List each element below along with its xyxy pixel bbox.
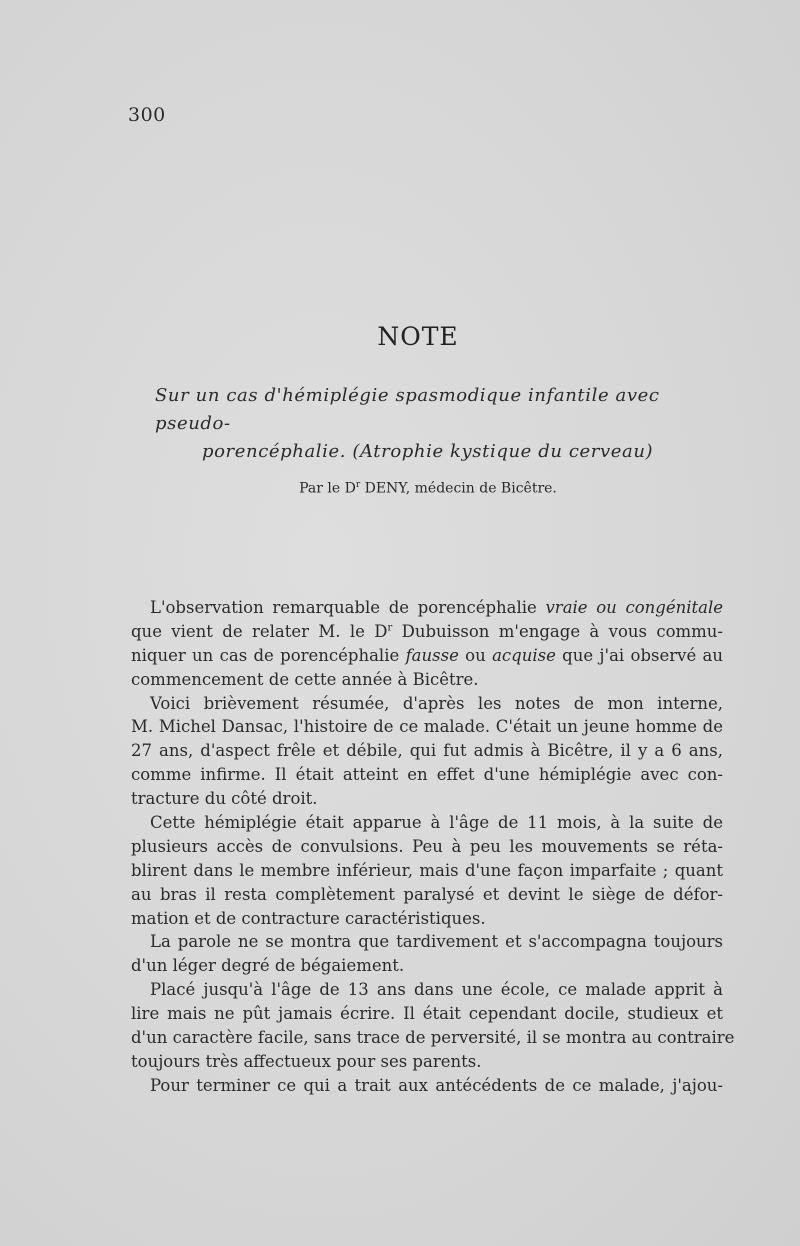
text-run: que vient de relater M. le D — [131, 621, 388, 641]
text-run: Dubuisson m'engage à vous commu- — [392, 621, 723, 641]
byline-sup: r — [355, 480, 361, 490]
text-run: que j'ai observé au — [555, 645, 723, 665]
subtitle-line-2: porencéphalie. (Atrophie kystique du cerveau) — [202, 441, 654, 462]
body-text — [131, 596, 735, 1098]
text-line — [131, 644, 723, 668]
text-line: Placé jusqu'à l'âge de 13 ans dans une école, ce malade apprit à — [150, 980, 723, 1000]
italic-run: fausse — [405, 645, 459, 665]
text-line: Pour terminer ce qui a trait aux antécédents de ce malade, j'ajou- — [150, 1075, 723, 1095]
text-line — [131, 620, 723, 644]
text-line: commencement de cette année à Bicêtre. — [131, 669, 479, 689]
text-line: comme infirme. Il était atteint en effet d'une hémiplégie avec con- — [131, 765, 723, 785]
superscript: r — [387, 622, 393, 634]
text-line: d'un caractère facile, sans trace de perversité, il se montra au contraire — [131, 1028, 735, 1048]
text-line: mation et de contracture caractéristiques. — [131, 908, 486, 928]
text-run: ou — [458, 645, 493, 665]
text-line: M. Michel Dansac, l'histoire de ce malade. C'était un jeune homme de — [131, 717, 723, 737]
text-line: lire mais ne pût jamais écrire. Il était cependant docile, studieux et — [131, 1004, 723, 1024]
text-line: La parole ne se montra que tardivement et s'accompagna toujours — [150, 932, 723, 952]
text-line — [131, 596, 723, 620]
text-run: niquer un cas de porencéphalie — [131, 645, 406, 665]
author-byline — [0, 480, 800, 497]
note-subtitle — [155, 382, 725, 466]
byline-prefix: Par le D — [299, 480, 356, 497]
text-line: toujours très affectueux pour ses parents. — [131, 1051, 482, 1071]
text-line: blirent dans le membre inférieur, mais d'une façon imparfaite ; quant — [131, 860, 723, 880]
text-line: au bras il resta complètement paralysé et devint le siège de défor- — [131, 884, 723, 904]
text-line: plusieurs accès de convulsions. Peu à peu les mouvements se réta- — [131, 836, 723, 856]
text-run: L'observation remarquable de porencéphalie — [150, 598, 546, 617]
text-line: tracture du côté droit. — [131, 789, 318, 809]
text-line: Cette hémiplégie était apparue à l'âge de 11 mois, à la suite de — [150, 813, 723, 833]
text-line: 27 ans, d'aspect frêle et débile, qui fut admis à Bicêtre, il y a 6 ans, — [131, 741, 723, 761]
text-line: d'un léger degré de bégaiement. — [131, 956, 405, 976]
byline-rest: DENY, médecin de Bicêtre. — [360, 480, 557, 497]
subtitle-line-1: Sur un cas d'hémiplégie spasmodique infantile avec pseudo- — [155, 385, 660, 434]
note-title: NOTE — [377, 322, 459, 351]
italic-run: acquise — [492, 645, 556, 665]
italic-run: vraie ou congénitale — [545, 598, 723, 617]
text-line: Voici brièvement résumée, d'après les notes de mon interne, — [150, 693, 723, 713]
page-number: 300 — [128, 104, 166, 126]
